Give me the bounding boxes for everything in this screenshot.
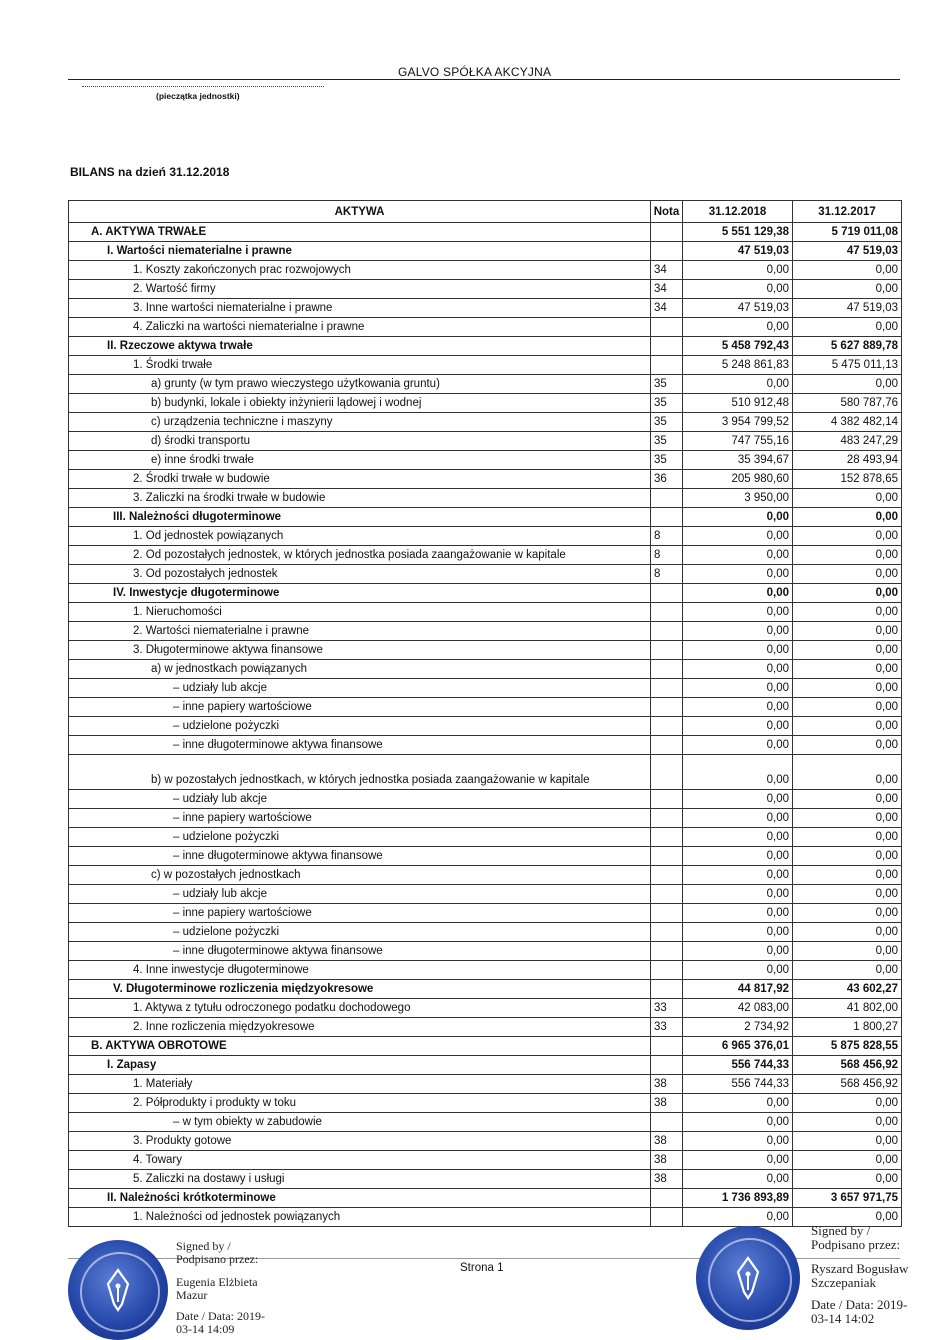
row-label: – udzielone pożyczki (69, 717, 651, 736)
sign-date-label: Date / Data: 2019- (811, 1297, 908, 1312)
row-label: c) w pozostałych jednostkach (69, 866, 651, 885)
row-label: – inne papiery wartościowe (69, 698, 651, 717)
row-value-2018: 0,00 (683, 847, 793, 866)
row-value-2017: 0,00 (793, 717, 902, 736)
table-row (69, 923, 902, 942)
table-row (69, 1056, 902, 1075)
row-nota (651, 1208, 683, 1227)
row-nota: 36 (651, 470, 683, 489)
row-value-2017: 152 878,65 (793, 470, 902, 489)
row-value-2017: 0,00 (793, 1170, 902, 1189)
row-value-2018: 0,00 (683, 885, 793, 904)
row-nota (651, 1037, 683, 1056)
row-label: – udzielone pożyczki (69, 828, 651, 847)
row-value-2017: 0,00 (793, 584, 902, 603)
signature-block-right (811, 1224, 908, 1326)
table-row (69, 1075, 902, 1094)
sign-date-value: 03-14 14:09 (176, 1322, 235, 1336)
row-value-2017: 0,00 (793, 622, 902, 641)
row-nota: 35 (651, 432, 683, 451)
row-value-2018: 1 736 893,89 (683, 1189, 793, 1208)
row-nota (651, 717, 683, 736)
row-value-2018: 0,00 (683, 318, 793, 337)
row-value-2017: 4 382 482,14 (793, 413, 902, 432)
row-value-2017: 0,00 (793, 527, 902, 546)
fountain-pen-icon (734, 1256, 762, 1300)
row-nota: 33 (651, 999, 683, 1018)
row-label: – w tym obiekty w zabudowie (69, 1113, 651, 1132)
row-value-2017: 41 802,00 (793, 999, 902, 1018)
table-row (69, 261, 902, 280)
table-row (69, 299, 902, 318)
row-nota (651, 847, 683, 866)
row-value-2018: 42 083,00 (683, 999, 793, 1018)
row-value-2018: 0,00 (683, 923, 793, 942)
row-nota: 38 (651, 1151, 683, 1170)
table-row (69, 980, 902, 999)
row-nota (651, 622, 683, 641)
row-value-2018: 3 950,00 (683, 489, 793, 508)
row-value-2018: 5 458 792,43 (683, 337, 793, 356)
podpisano-label: Podpisano przez: (811, 1237, 901, 1252)
row-label: a) grunty (w tym prawo wieczystego użytkowania gruntu) (69, 375, 651, 394)
row-value-2018: 0,00 (683, 755, 793, 790)
row-nota (651, 603, 683, 622)
row-label: 1. Należności od jednostek powiązanych (69, 1208, 651, 1227)
table-row (69, 223, 902, 242)
row-value-2018: 0,00 (683, 660, 793, 679)
table-header-row (69, 201, 902, 223)
row-label: II. Rzeczowe aktywa trwałe (69, 337, 651, 356)
row-label: 2. Środki trwałe w budowie (69, 470, 651, 489)
row-nota (651, 942, 683, 961)
row-value-2018: 0,00 (683, 866, 793, 885)
table-row (69, 961, 902, 980)
table-row (69, 527, 902, 546)
table-row (69, 641, 902, 660)
row-label: c) urządzenia techniczne i maszyny (69, 413, 651, 432)
row-nota: 34 (651, 261, 683, 280)
table-row (69, 622, 902, 641)
signer-name: Eugenia Elżbieta (176, 1275, 258, 1289)
row-label: 1. Środki trwałe (69, 356, 651, 375)
row-value-2018: 5 551 129,38 (683, 223, 793, 242)
table-row (69, 790, 902, 809)
row-value-2018: 0,00 (683, 565, 793, 584)
row-value-2017: 0,00 (793, 489, 902, 508)
row-nota: 34 (651, 280, 683, 299)
row-value-2018: 0,00 (683, 698, 793, 717)
row-nota (651, 584, 683, 603)
row-value-2017: 43 602,27 (793, 980, 902, 999)
row-value-2017: 5 875 828,55 (793, 1037, 902, 1056)
row-label: 1. Materiały (69, 1075, 651, 1094)
row-value-2017: 1 800,27 (793, 1018, 902, 1037)
row-value-2018: 0,00 (683, 1113, 793, 1132)
signature-seal-icon (68, 1240, 168, 1340)
row-label: d) środki transportu (69, 432, 651, 451)
table-row (69, 679, 902, 698)
table-row (69, 489, 902, 508)
row-value-2017: 580 787,76 (793, 394, 902, 413)
row-nota (651, 980, 683, 999)
table-row (69, 1113, 902, 1132)
table-body (69, 223, 902, 1227)
signature-seal-icon (696, 1226, 800, 1330)
table-row (69, 451, 902, 470)
row-value-2017: 0,00 (793, 736, 902, 755)
table-row (69, 1037, 902, 1056)
row-nota: 38 (651, 1075, 683, 1094)
row-nota (651, 866, 683, 885)
row-value-2018: 0,00 (683, 1094, 793, 1113)
row-value-2018: 0,00 (683, 261, 793, 280)
row-value-2018: 2 734,92 (683, 1018, 793, 1037)
row-value-2017: 0,00 (793, 280, 902, 299)
row-value-2018: 0,00 (683, 1151, 793, 1170)
row-value-2018: 205 980,60 (683, 470, 793, 489)
row-label: – inne papiery wartościowe (69, 809, 651, 828)
table-row (69, 356, 902, 375)
row-nota: 35 (651, 451, 683, 470)
row-label: B. AKTYWA OBROTOWE (69, 1037, 651, 1056)
row-label: III. Należności długoterminowe (69, 508, 651, 527)
table-row (69, 603, 902, 622)
row-value-2017: 0,00 (793, 508, 902, 527)
row-label: 4. Towary (69, 1151, 651, 1170)
table-row (69, 375, 902, 394)
row-nota: 33 (651, 1018, 683, 1037)
row-value-2017: 0,00 (793, 1094, 902, 1113)
row-value-2018: 0,00 (683, 622, 793, 641)
table-row (69, 280, 902, 299)
row-value-2018: 0,00 (683, 641, 793, 660)
company-header (68, 62, 900, 80)
table-row (69, 1189, 902, 1208)
fountain-pen-icon (104, 1268, 132, 1312)
row-value-2017: 568 456,92 (793, 1075, 902, 1094)
table-row (69, 318, 902, 337)
row-value-2017: 0,00 (793, 1208, 902, 1227)
row-value-2017: 0,00 (793, 660, 902, 679)
table-row (69, 584, 902, 603)
row-nota: 8 (651, 546, 683, 565)
signed-by-label: Signed by / (811, 1223, 871, 1238)
row-value-2018: 0,00 (683, 942, 793, 961)
row-value-2017: 0,00 (793, 866, 902, 885)
row-label: e) inne środki trwałe (69, 451, 651, 470)
row-label: 3. Od pozostałych jednostek (69, 565, 651, 584)
row-nota (651, 660, 683, 679)
row-label: V. Długoterminowe rozliczenia międzyokresowe (69, 980, 651, 999)
row-label: 1. Aktywa z tytułu odroczonego podatku dochodowego (69, 999, 651, 1018)
row-nota (651, 923, 683, 942)
row-label: 5. Zaliczki na dostawy i usługi (69, 1170, 651, 1189)
row-value-2017: 5 719 011,08 (793, 223, 902, 242)
row-label: a) w jednostkach powiązanych (69, 660, 651, 679)
table-row (69, 1170, 902, 1189)
row-nota (651, 698, 683, 717)
row-value-2018: 47 519,03 (683, 242, 793, 261)
row-value-2017: 0,00 (793, 809, 902, 828)
row-value-2017: 47 519,03 (793, 242, 902, 261)
row-nota (651, 1113, 683, 1132)
table-row (69, 470, 902, 489)
row-nota (651, 755, 683, 790)
row-label: 3. Długoterminowe aktywa finansowe (69, 641, 651, 660)
balance-sheet-table (68, 200, 902, 1227)
row-value-2017: 568 456,92 (793, 1056, 902, 1075)
row-value-2017: 0,00 (793, 847, 902, 866)
table-row (69, 809, 902, 828)
table-row (69, 1094, 902, 1113)
row-nota (651, 641, 683, 660)
signature-block-left (176, 1240, 265, 1336)
row-value-2017: 483 247,29 (793, 432, 902, 451)
row-value-2018: 0,00 (683, 961, 793, 980)
table-row (69, 1208, 902, 1227)
sign-date-label: Date / Data: 2019- (176, 1309, 265, 1323)
row-label: – udziały lub akcje (69, 679, 651, 698)
signed-by-label: Signed by / (176, 1239, 231, 1253)
row-nota: 38 (651, 1170, 683, 1189)
row-value-2018: 0,00 (683, 828, 793, 847)
column-header-2017: 31.12.2017 (793, 201, 902, 223)
row-nota (651, 508, 683, 527)
row-label: – inne długoterminowe aktywa finansowe (69, 847, 651, 866)
row-label: – inne papiery wartościowe (69, 904, 651, 923)
row-label: 1. Koszty zakończonych prac rozwojowych (69, 261, 651, 280)
row-value-2017: 0,00 (793, 1151, 902, 1170)
signer-surname: Mazur (176, 1288, 208, 1302)
row-label: 3. Produkty gotowe (69, 1132, 651, 1151)
row-label: – inne długoterminowe aktywa finansowe (69, 736, 651, 755)
row-label: 2. Od pozostałych jednostek, w których jednostka posiada zaangażowanie w kapitale (69, 546, 651, 565)
row-nota (651, 809, 683, 828)
row-label: 1. Nieruchomości (69, 603, 651, 622)
row-label: II. Należności krótkoterminowe (69, 1189, 651, 1208)
row-nota (651, 961, 683, 980)
table-row (69, 999, 902, 1018)
table-row (69, 242, 902, 261)
row-value-2018: 747 755,16 (683, 432, 793, 451)
table-row (69, 717, 902, 736)
table-row (69, 1018, 902, 1037)
row-nota (651, 1189, 683, 1208)
row-value-2017: 28 493,94 (793, 451, 902, 470)
row-value-2018: 0,00 (683, 717, 793, 736)
table-row (69, 1151, 902, 1170)
row-nota (651, 885, 683, 904)
row-value-2018: 556 744,33 (683, 1075, 793, 1094)
table-row (69, 1132, 902, 1151)
row-value-2017: 0,00 (793, 261, 902, 280)
table-row (69, 885, 902, 904)
column-header-nota: Nota (651, 201, 683, 223)
table-row (69, 660, 902, 679)
table-row (69, 828, 902, 847)
row-value-2018: 35 394,67 (683, 451, 793, 470)
row-value-2017: 0,00 (793, 828, 902, 847)
row-label: – udziały lub akcje (69, 885, 651, 904)
row-label: 4. Inne inwestycje długoterminowe (69, 961, 651, 980)
row-label: 1. Od jednostek powiązanych (69, 527, 651, 546)
table-row (69, 546, 902, 565)
table-row (69, 432, 902, 451)
row-label: 3. Zaliczki na środki trwałe w budowie (69, 489, 651, 508)
row-value-2018: 0,00 (683, 1208, 793, 1227)
column-header-aktywa: AKTYWA (69, 201, 651, 223)
row-value-2018: 0,00 (683, 679, 793, 698)
row-value-2017: 0,00 (793, 961, 902, 980)
row-value-2018: 0,00 (683, 603, 793, 622)
row-value-2018: 0,00 (683, 280, 793, 299)
table-row (69, 904, 902, 923)
row-label: b) budynki, lokale i obiekty inżynierii lądowej i wodnej (69, 394, 651, 413)
row-nota (651, 242, 683, 261)
row-value-2017: 0,00 (793, 603, 902, 622)
row-value-2018: 0,00 (683, 809, 793, 828)
row-nota (651, 489, 683, 508)
document-title: BILANS na dzień 31.12.2018 (70, 165, 230, 179)
row-label: – udziały lub akcje (69, 790, 651, 809)
row-value-2018: 0,00 (683, 375, 793, 394)
row-nota: 34 (651, 299, 683, 318)
row-label: 3. Inne wartości niematerialne i prawne (69, 299, 651, 318)
table-row (69, 866, 902, 885)
table-row (69, 847, 902, 866)
row-label: I. Wartości niematerialne i prawne (69, 242, 651, 261)
row-value-2017: 0,00 (793, 679, 902, 698)
row-label: – udzielone pożyczki (69, 923, 651, 942)
row-nota (651, 736, 683, 755)
row-value-2017: 0,00 (793, 885, 902, 904)
row-label: 2. Wartość firmy (69, 280, 651, 299)
stamp-line (82, 86, 324, 87)
row-nota: 38 (651, 1094, 683, 1113)
page-number: Strona 1 (460, 1262, 504, 1274)
row-nota (651, 356, 683, 375)
row-value-2017: 5 475 011,13 (793, 356, 902, 375)
row-nota (651, 337, 683, 356)
table-row (69, 394, 902, 413)
table-row (69, 508, 902, 527)
row-nota (651, 828, 683, 847)
row-label: 4. Zaliczki na wartości niematerialne i prawne (69, 318, 651, 337)
row-value-2017: 47 519,03 (793, 299, 902, 318)
row-value-2017: 0,00 (793, 641, 902, 660)
table-row (69, 337, 902, 356)
row-value-2017: 0,00 (793, 942, 902, 961)
table-row (69, 736, 902, 755)
row-nota (651, 223, 683, 242)
row-value-2017: 0,00 (793, 698, 902, 717)
row-nota: 35 (651, 394, 683, 413)
row-nota: 38 (651, 1132, 683, 1151)
row-value-2017: 0,00 (793, 755, 902, 790)
sign-date-value: 03-14 14:02 (811, 1311, 875, 1326)
company-name: GALVO SPÓŁKA AKCYJNA (398, 65, 552, 79)
row-nota (651, 1056, 683, 1075)
row-value-2017: 0,00 (793, 790, 902, 809)
row-label: IV. Inwestycje długoterminowe (69, 584, 651, 603)
row-nota: 8 (651, 527, 683, 546)
row-label: A. AKTYWA TRWAŁE (69, 223, 651, 242)
podpisano-label: Podpisano przez: (176, 1252, 259, 1266)
row-value-2017: 3 657 971,75 (793, 1189, 902, 1208)
stamp-label: (pieczątka jednostki) (156, 91, 240, 101)
row-label: I. Zapasy (69, 1056, 651, 1075)
table-row (69, 942, 902, 961)
row-nota (651, 679, 683, 698)
row-nota: 35 (651, 413, 683, 432)
row-nota (651, 904, 683, 923)
row-value-2017: 0,00 (793, 1113, 902, 1132)
signer-name: Ryszard Bogusław (811, 1261, 909, 1276)
row-value-2017: 0,00 (793, 546, 902, 565)
signer-surname: Szczepaniak (811, 1275, 876, 1290)
column-header-2018: 31.12.2018 (683, 201, 793, 223)
row-value-2017: 0,00 (793, 375, 902, 394)
row-value-2018: 5 248 861,83 (683, 356, 793, 375)
row-value-2018: 0,00 (683, 1132, 793, 1151)
table-row (69, 755, 902, 790)
row-value-2018: 510 912,48 (683, 394, 793, 413)
row-label: 2. Inne rozliczenia międzyokresowe (69, 1018, 651, 1037)
row-label: 2. Wartości niematerialne i prawne (69, 622, 651, 641)
row-value-2018: 0,00 (683, 527, 793, 546)
row-label: – inne długoterminowe aktywa finansowe (69, 942, 651, 961)
row-nota: 8 (651, 565, 683, 584)
row-value-2018: 556 744,33 (683, 1056, 793, 1075)
row-value-2017: 5 627 889,78 (793, 337, 902, 356)
row-label: 2. Półprodukty i produkty w toku (69, 1094, 651, 1113)
row-nota: 35 (651, 375, 683, 394)
row-value-2018: 6 965 376,01 (683, 1037, 793, 1056)
row-value-2017: 0,00 (793, 1132, 902, 1151)
row-nota (651, 790, 683, 809)
row-value-2018: 0,00 (683, 584, 793, 603)
row-label: b) w pozostałych jednostkach, w których jednostka posiada zaangażowanie w kapitale (69, 755, 651, 790)
row-value-2017: 0,00 (793, 565, 902, 584)
row-value-2018: 3 954 799,52 (683, 413, 793, 432)
table-row (69, 698, 902, 717)
row-value-2018: 0,00 (683, 790, 793, 809)
table-row (69, 413, 902, 432)
row-value-2017: 0,00 (793, 318, 902, 337)
row-value-2018: 0,00 (683, 736, 793, 755)
table-row (69, 565, 902, 584)
row-value-2018: 47 519,03 (683, 299, 793, 318)
row-value-2018: 0,00 (683, 508, 793, 527)
row-value-2018: 0,00 (683, 1170, 793, 1189)
row-value-2018: 0,00 (683, 546, 793, 565)
row-value-2018: 0,00 (683, 904, 793, 923)
row-value-2017: 0,00 (793, 923, 902, 942)
row-value-2017: 0,00 (793, 904, 902, 923)
row-nota (651, 318, 683, 337)
row-value-2018: 44 817,92 (683, 980, 793, 999)
